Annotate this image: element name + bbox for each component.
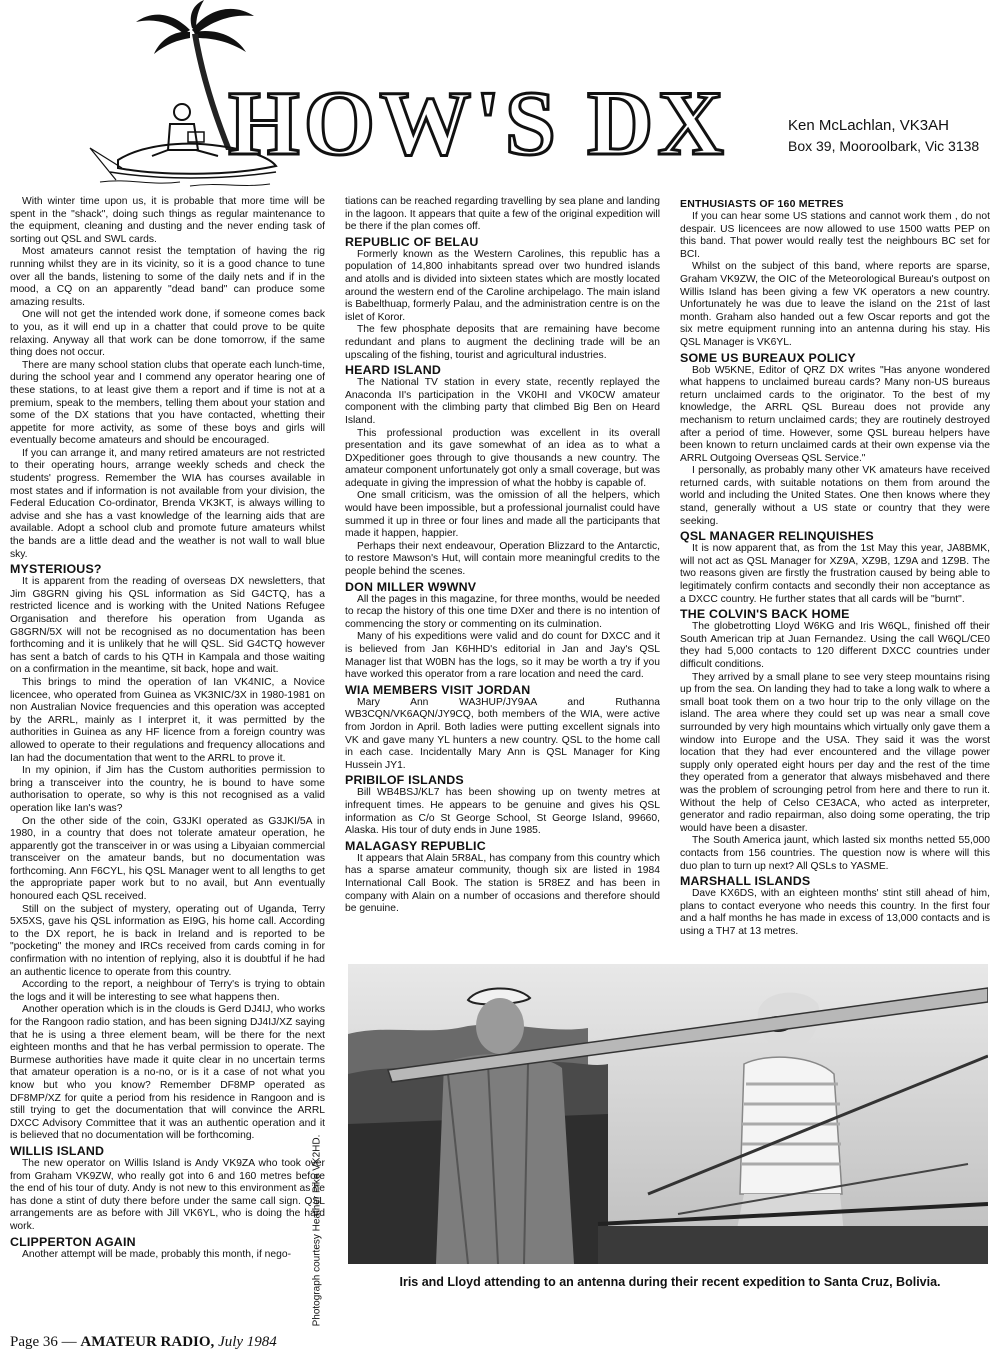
paragraph: Another operation which is in the clouds is Gerd DJ4IJ, who works for the Rangoon radio station, and has been signing DJ4IJ/XZ saying that he is using a three element beam, will be there for the next eighteen months and that he has verbal permission to operate. The Burmese authorities have made it quite clear in no uncertain terms that amateur operation is a no-no, or is it a case of not what you know but who you know? Remember DF8MP operated as DF8MP/XZ for quite a period from his residence in Rangoon and is still trying to get the documentation that will convince the ARRL DXCC Advisory Committee that it was an authentic operation and it is believed that no documentation will be forthcoming. bbox=[10, 1004, 325, 1142]
section-heading-heard-island: HEARD ISLAND bbox=[345, 363, 442, 378]
section-heading-malagasy: MALAGASY REPUBLIC bbox=[345, 838, 486, 853]
paragraph: Whilst on the subject of this band, where reports are sparse, Graham VK9ZW, the OIC of the Meteorological Bureau's outpost on Willis Island has been giving a few VK operators a new country. Unfortunately he was due to leave the island on the 21st of last month. Graham also handed out a few Oscar reports and got the six metre equipment running into an antenna during his stay. His QSL Manager is VK6YL. bbox=[680, 261, 990, 348]
author-name: Ken McLachlan, VK3AH bbox=[788, 117, 949, 134]
paragraph: Many of his expeditions were valid and do count for DXCC and it is believed from Jan K6HHD's editorial in Jan and Jay's QSL Manager list that W0BN has the logs, so it may be worth a try if you have worked this operator from a rare location and need the card. bbox=[345, 631, 660, 681]
paragraph: The globetrotting Lloyd W6KG and Iris W6QL, finished off their South American trip at Juan Fernandez. Using the call W6QL/CE0 they had 5,000 contacts to 120 different DXCC countries under difficult conditions. bbox=[680, 621, 990, 670]
paragraph: If you can hear some US stations and cannot work them , do not despair. US licencees are now allowed to use 1500 watts PEP on this band. That power would really test the neighbours BC set for BCI. bbox=[680, 211, 990, 260]
paragraph: On the other side of the coin, G3JKI operated as G3JKI/5A in 1980, in a country that does not tolerate amateur operation, he apparently got the transceiver in or was using a Libyaian commercial transceiver on the amateur bands, but no documentation was forthcoming. Ann F6CYL, his QSL Manager went to all lengths to get the appropriate paper work but to no avail, but Ann eventually honoured each QSL received. bbox=[10, 815, 325, 903]
photo-image bbox=[348, 964, 988, 1264]
section-heading-bureaux-policy: SOME US BUREAUX POLICY bbox=[680, 350, 856, 365]
issue-date: July 1984 bbox=[218, 1334, 277, 1350]
paragraph: Another attempt will be made, probably this month, if nego- bbox=[22, 1248, 292, 1260]
paragraph: Perhaps their next endeavour, Operation Blizzard to the Antarctic, to restore Mawson's Hut, will contain more meaningful credits to the people behind the scenes. bbox=[345, 540, 660, 578]
svg-text:HOW'S DX: HOW'S DX bbox=[228, 78, 728, 168]
page-number: Page 36 — bbox=[10, 1334, 81, 1350]
paragraph: In my opinion, if Jim has the Custom authorities permission to bring a transceiver into the country, he is bound to have some authorisation to operate, so why is this not recognised as a valid operation like Ian's was? bbox=[10, 765, 325, 814]
photo-caption: Iris and Lloyd attending to an antenna during their recent expedition to Santa Cruz, Bolivia. bbox=[399, 1275, 941, 1289]
paragraph: It appears that Alain 5R8AL, has company from this country which has a sparse amateur community, though six are listed in 1984 International Call Book. The station is 5R8EZ and has been in company with Alain on a number of occasions and therefore should be genuine. bbox=[345, 852, 660, 915]
page-header bbox=[0, 0, 1000, 195]
paragraph: If you can arrange it, and many retired amateurs are not restricted to their operating hours, arrange weekly scheds and check the students' progress. Remember the WIA has courses available in most states and if information is not available from your division, the Federal Education Co-ordinator, Brenda VK3KT, is always willing to advise and she has a vast knowledge of the learning aids that are available. Adopt a school club and promote future amateurs whilst the bands are a little dead and the weather is not wall to wall blue sky. bbox=[10, 447, 325, 560]
page-footer bbox=[10, 1334, 277, 1351]
paragraph: This brings to mind the operation of Ian VK4NIC, a Novice licencee, who operated from Guinea as VK3NIC/3X in 1980-1981 on non Australian Novice frequencies and this operation was accepted by the ARRL, mainly as I interpret it, it was permitted by the authorities in Guinea as any HF licence from a foreign country was allowed to operate to their regulations and frequency allocations and Ian had the documentation that went to the ARRL to prove it. bbox=[10, 676, 325, 764]
photo-credit bbox=[312, 1120, 326, 1350]
paragraph: It is apparent from the reading of overseas DX newsletters, that Jim G8GRN giving his QSL information as Sid G4CTQ, has a restricted licence and is working with the United Nations Refugee Organisation and therefore his operation from Uganda as G8GRN/5X will not be recognised as no documentation has been forthcoming and it is unlikely that he will QSL. Sid G4CTQ however has sent a batch of cards to his QTH in Kampala and those waiting on a confirmation in the meantime, sit back, hope and wait. bbox=[10, 576, 325, 676]
paragraph: One will not get the intended work done, if someone comes back to you, as it will end up in a chatter that could prove to be quite relaxing. Anyway all that work can be done tomorrow, if the same thing does not occur. bbox=[10, 309, 325, 359]
paragraph: Dave KX6DS, with an eighteen months' stint still ahead of him, plans to contact everyone who needs this country. In the first four and a half months he has made in excess of 13,000 contacts and is using a TH7 at 13 metres. bbox=[680, 888, 990, 937]
paragraph: The new operator on Willis Island is Andy VK9ZA who took over from Graham VK9ZW, who really got into 6 and 160 metres before the end of his tour of duty. Andy is not new to this environment as he has done a stint of duty there before under the same call sign. QSL arrangements are as before with Jill VK6YL, who is doing the hard work. bbox=[10, 1157, 325, 1232]
section-heading-belau: REPUBLIC OF BELAU bbox=[345, 234, 479, 249]
paragraph: The South America jaunt, which lasted six months netted 55,000 contacts from 156 countries. The question now is where will this duo plan to turn up next? All QSLs to YASME. bbox=[680, 835, 990, 872]
paragraph: Bill WB4BSJ/KL7 has been showing up on twenty metres at infrequent times. He appears to be genuine and gives his QSL information as C/o St George School, St George Island, 99660, Alaska. His tour of duty ends in June 1985. bbox=[345, 787, 660, 837]
section-heading-160-metres: ENTHUSIASTS OF 160 METRES bbox=[680, 198, 844, 210]
magazine-name: AMATEUR RADIO, bbox=[80, 1334, 219, 1350]
paragraph: This professional production was excellent in its overall presentation and its gave somewhat of an idea as to what a DXpeditioner goes through to give thousands a new country. The amateur component unfortunately got only a small coverage, but was adequate in giving the impression of what the hobby is capable of. bbox=[345, 427, 660, 489]
antenna-photo bbox=[348, 964, 988, 1264]
paragraph: Most amateurs cannot resist the temptation of having the rig running whilst they are in its vicinity, so it is a good chance to tune over all the bands, listening to some of the daily nets and if in the mood, a CQ on an apparently "dead band" can produce some amazing results. bbox=[10, 246, 325, 308]
paragraph: Still on the subject of mystery, operating out of Uganda, Terry 5X5XS, gave his QSL information as EI9G, his home call. According to the DX report, he is back in Ireland and is reported to be "pocketing" the money and IRCs received from cards coming in for confirmation with no intention of replying, also it is doubtful if he had an authentic licence to operate from this country. bbox=[10, 903, 325, 978]
paragraph: tiations can be reached regarding travelling by sea plane and landing in the lagoon. It appears that quite a few of the original expedition will be there if the plan comes off. bbox=[345, 196, 660, 233]
masthead-title bbox=[218, 78, 738, 168]
section-heading-marshall-islands: MARSHALL ISLANDS bbox=[680, 874, 811, 889]
paragraph: With winter time upon us, it is probable that more time will be spent in the "shack", doing such things as regular maintenance to the equipment, cleaning and dusting and the never ending task of sorting out QSL and SWL cards. bbox=[10, 196, 325, 245]
paragraph: Mary Ann WA3HUP/JY9AA and Ruthanna WB3CQN/VK6AQN/JY9CQ, both members of the WIA, were active from Jordon in April. Both ladies were putting excellent signals into VK and gave many YL hunters a new country. QSL to the home call in each case. Incidentally Mary Ann is QSL Manager for King Hussein JY1. bbox=[345, 696, 660, 771]
paragraph: All the pages in this magazine, for three months, would be needed to recap the history of this one time DXer and there is no intention of commencing the story or commenting on its culmination. bbox=[345, 593, 660, 630]
section-heading-qsl-manager: QSL MANAGER RELINQUISHES bbox=[680, 529, 874, 544]
section-heading-colvins: THE COLVIN'S BACK HOME bbox=[680, 607, 850, 622]
paragraph: According to the report, a neighbour of Terry's is trying to obtain the logs and it will be interesting to see what happens then. bbox=[10, 979, 325, 1003]
section-heading-mysterious: MYSTERIOUS? bbox=[10, 562, 102, 577]
section-heading-don-miller: DON MILLER W9WNV bbox=[345, 579, 477, 594]
paragraph: Bob W5KNE, Editor of QRZ DX writes "Has anyone wondered what happens to unclaimed bureau cards? Many non-US bureaus return unclaimed cards to the originator. To the best of my knowledge, the ARRL QSL Bureau does not provide any mechanism to return unclaimed cards; they are routinely destroyed after a period of time. However, some QSL bureau helpers have been known to return unclaimed cards at their own expense via the ARRL Outgoing Overseas QSL Service." bbox=[680, 364, 990, 464]
column-2 bbox=[345, 196, 660, 916]
section-heading-jordan: WIA MEMBERS VISIT JORDAN bbox=[345, 682, 531, 697]
author-address: Box 39, Mooroolbark, Vic 3138 bbox=[788, 138, 980, 154]
section-heading-clipperton: CLIPPERTON AGAIN bbox=[10, 1234, 136, 1249]
section-heading-pribilof: PRIBILOF ISLANDS bbox=[345, 773, 464, 788]
paragraph: One small criticism, was the omission of all the helpers, which would have been impossible, but a professional journalist could have summed it up in three or four lines and made all the participants that made it happen, happier. bbox=[345, 490, 660, 540]
paragraph: There are many school station clubs that operate each lunch-time, during the school year and I commend any operator hearing one of these stations, to at least give them a report and if time is not at a premium, speak to the members, telling them about your station and some of the DX stations that you have contacted, whetting their appetite for more activity, as some of these boys and girls will eventually become amateurs and should be encouraged. bbox=[10, 359, 325, 447]
paragraph: The few phosphate deposits that are remaining have become redundant and plans to augment the declining trade will be an upscaling of the fishing, tourist and agricultural industries. bbox=[345, 324, 660, 361]
paragraph: I personally, as probably many other VK amateurs have received returned cards, with suitable notations on them from around the world and including the United States. One then knows where they stand, generally without a US state or country that they were seeking. bbox=[680, 465, 990, 527]
photo-credit-text: Photograph courtesy Heather Pike VK2HD. bbox=[311, 1134, 323, 1327]
paragraph: They arrived by a small plane to see very steep mountains rising up from the sea. On landing they had to take a long walk to where a small boat took them on a two hour trip to the only village on the island. The area where they could set up was near a small cove surrounded by very high mountains which virtually only gave them a window into Europe and the USA. They said it was the worst location that they had ever encountered and the village power supply only operated eight hours per day and the rest of the time they operated from a generator that always misbehaved and there was the problem of scrounging petrol from here and there to run it. Without the help of Celso CE3ACA, who acted as interpreter, generator and radio repairman, also doing some operating, the trip would have been a disaster. bbox=[680, 671, 990, 834]
paragraph: It is now apparent that, as from the 1st May this year, JA8BMK, will not act as QSL Manager for XZ9A, XZ9B, 1Z9A and 1Z9B. The two reasons given are firstly the frustration caused by being able to legitimately confirm contacts and secondly their non acceptance as a DXCC country. He further states that all cards will be "burnt". bbox=[680, 543, 990, 605]
paragraph: The National TV station in every state, recently replayed the Anaconda II's participation in the VK0HI and VK0CW amateur component with the climbing party that climbed Big Ben on Heard Island. bbox=[345, 377, 660, 426]
column-1 bbox=[10, 196, 325, 1261]
section-heading-willis-island: WILLIS ISLAND bbox=[10, 1143, 105, 1158]
paragraph: Formerly known as the Western Carolines, this republic has a population of 14,800 inhabitants spread over two hundred islands and atolls and is divided into sixteen states which are mostly located around the western end of the Caroline archipelago. The main island is Babelthuap, formerly Palau, and the administration centre is on the islet of Koror. bbox=[345, 248, 660, 323]
column-3 bbox=[680, 196, 990, 938]
author-byline bbox=[788, 116, 988, 156]
